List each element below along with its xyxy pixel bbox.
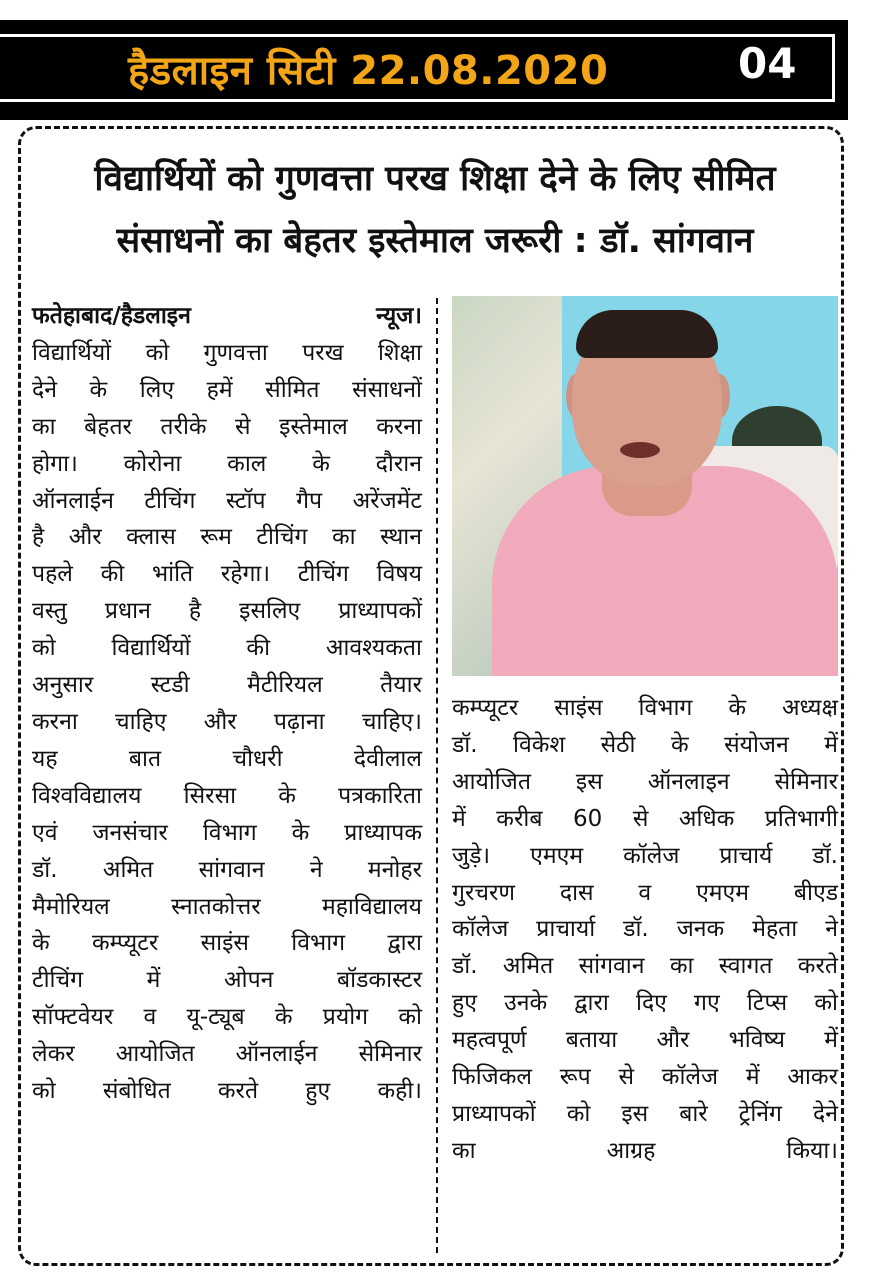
- masthead-band: [0, 34, 835, 102]
- dateline: फतेहाबाद/हैडलाइन न्यूज।: [32, 303, 422, 329]
- speaker-photo: [452, 296, 838, 676]
- body-line: विश्वविद्यालय सिरसा के पत्रकारिता: [32, 782, 422, 809]
- body-line: एवं जनसंचार विभाग के प्राध्यापक: [32, 819, 422, 846]
- headline-line: विद्यार्थियों को गुणवत्ता परख शिक्षा देने के लिए सीमित: [94, 159, 776, 199]
- body-line: आयोजित इस ऑनलाइन सेमिनार: [452, 768, 838, 795]
- body-line: कॉलेज प्राचार्या डॉ. जनक मेहता ने: [452, 916, 838, 943]
- right-column: [452, 690, 838, 1170]
- body-line: देने के लिए हमें सीमित संसाधनों: [32, 376, 422, 403]
- body-line: वस्तु प्रधान है इसलिए प्राध्यापकों: [32, 598, 422, 625]
- body-line: लेकर आयोजित ऑनलाईन सेमिनार: [32, 1041, 422, 1068]
- masthead-title: हैडलाइन सिटी 22.08.2020: [128, 48, 609, 94]
- body-line: ऑनलाईन टीचिंग स्टॉप गैप अरेंजमेंट: [32, 487, 422, 514]
- body-line: सॉफ्टवेयर व यू-ट्यूब के प्रयोग को: [32, 1004, 422, 1031]
- body-line: का आग्रह किया।: [452, 1137, 838, 1164]
- body-line: को संबोधित करते हुए कही।: [32, 1078, 422, 1105]
- body-line: के कम्प्यूटर साइंस विभाग द्वारा: [32, 930, 422, 957]
- body-line: डॉ. अमित सांगवान का स्वागत करते: [452, 953, 838, 980]
- body-line: करना चाहिए और पढ़ाना चाहिए।: [32, 708, 422, 735]
- body-line: प्राध्यापकों को इस बारे ट्रेनिंग देने: [452, 1100, 838, 1127]
- body-line: कम्प्यूटर साइंस विभाग के अध्यक्ष: [452, 695, 838, 721]
- body-line: पहले की भांति रहेगा। टीचिंग विषय: [32, 561, 422, 588]
- body-line: है और क्लास रूम टीचिंग का स्थान: [32, 524, 422, 551]
- left-column: [32, 298, 422, 1110]
- body-line: का बेहतर तरीके से इस्तेमाल करना: [32, 413, 422, 440]
- body-line: डॉ. विकेश सेठी के संयोजन में: [452, 731, 838, 758]
- body-line: डॉ. अमित सांगवान ने मनोहर: [32, 856, 422, 883]
- body-line: हुए उनके द्वारा दिए गए टिप्स को: [452, 990, 838, 1017]
- body-line: गुरचरण दास व एमएम बीएड: [452, 879, 838, 906]
- body-line: होगा। कोरोना काल के दौरान: [32, 450, 422, 477]
- body-line: फिजिकल रूप से कॉलेज में आकर: [452, 1064, 838, 1091]
- body-line: जुड़े। एमएम कॉलेज प्राचार्य डॉ.: [452, 842, 838, 869]
- body-line: में करीब 60 से अधिक प्रतिभागी: [452, 805, 838, 832]
- article-headline: [30, 148, 840, 272]
- body-line: अनुसार स्टडी मैटीरियल तैयार: [32, 672, 422, 699]
- headline-line: संसाधनों का बेहतर इस्तेमाल जरूरी : डॉ. सांगवान: [116, 221, 754, 261]
- body-line: महत्वपूर्ण बताया और भविष्य में: [452, 1027, 838, 1054]
- body-line: टीचिंग में ओपन बॉडकास्टर: [32, 967, 422, 994]
- masthead: [0, 20, 848, 120]
- body-line: यह बात चौधरी देवीलाल: [32, 745, 422, 772]
- body-line: विद्यार्थियों को गुणवत्ता परख शिक्षा: [32, 339, 422, 366]
- body-line: को विद्यार्थियों की आवश्यकता: [32, 635, 422, 662]
- page-number: 04: [738, 39, 797, 88]
- column-divider: [436, 298, 438, 1253]
- body-line: मैमोरियल स्नातकोत्तर महाविद्यालय: [32, 893, 422, 920]
